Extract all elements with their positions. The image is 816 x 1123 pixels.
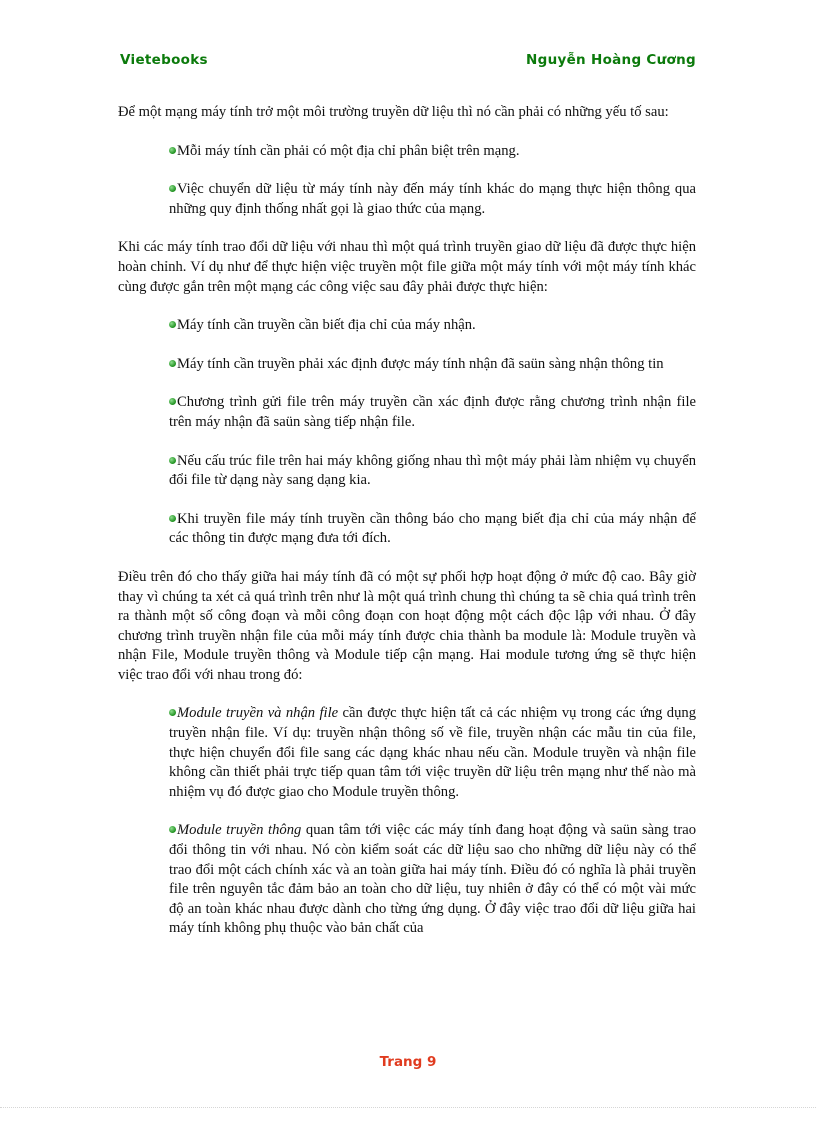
bullet-text: Máy tính cần truyền cần biết địa chỉ của máy nhận. bbox=[177, 317, 476, 334]
green-dot-bullet-icon bbox=[169, 147, 176, 154]
green-dot-bullet-icon bbox=[169, 515, 176, 522]
green-dot-bullet-icon bbox=[169, 321, 176, 328]
bullet-item bbox=[169, 355, 696, 375]
bullet-text: Chương trình gửi file trên máy truyền cần xác định được rằng chương trình nhận file trên máy nhận đã saün sàng tiếp nhận file. bbox=[169, 394, 696, 430]
header-author: Nguyễn Hoàng Cương bbox=[526, 52, 696, 68]
bullet-item bbox=[169, 452, 696, 491]
bullet-item bbox=[169, 393, 696, 432]
bullet-text: quan tâm tới việc các máy tính đang hoạt động và saün sàng trao đổi thông tin với nhau. Nó còn kiểm soát các dữ liệu sao cho những dữ liệu này có thể trao đổi một cách chính xác và an toàn giữa hai máy tính. Điều đó có nghĩa là phải truyền file trên nguyên tắc đảm bảo an toàn cho dữ liệu, tuy nhiên ở đây có thể có một vài mức độ an toàn khác nhau được dành cho từng ứng dụng. Ở đây việc trao đổi dữ liệu giữa hai máy tính không phụ thuộc vào bản chất của bbox=[169, 822, 696, 937]
paragraph-file-transfer: Khi các máy tính trao đổi dữ liệu với nhau thì một quá trình truyền giao dữ liệu đã được thực hiện hoàn chỉnh. Ví dụ như để thực hiện việc truyền một file giữa một máy tính với một máy tính khác cùng được gắn trên một mạng các công việc sau đây phải được thực hiện: bbox=[118, 239, 696, 295]
bullet-term: Module truyền thông bbox=[177, 822, 302, 839]
bullet-text: Khi truyền file máy tính truyền cần thông báo cho mạng biết địa chỉ của máy nhận để các thông tin được mạng đưa tới đích. bbox=[169, 510, 696, 547]
bullet-item bbox=[169, 142, 696, 162]
green-dot-bullet-icon bbox=[169, 398, 176, 405]
green-dot-bullet-icon bbox=[169, 360, 176, 367]
bullet-text: Máy tính cần truyền phải xác định được máy tính nhận đã saün sàng nhận thông tin bbox=[177, 355, 664, 372]
bullet-item bbox=[169, 510, 696, 549]
green-dot-bullet-icon bbox=[169, 457, 176, 464]
bullet-item bbox=[169, 316, 696, 336]
bullet-text: Mỗi máy tính cần phải có một địa chỉ phân biệt trên mạng. bbox=[177, 142, 520, 159]
page-header bbox=[120, 52, 696, 68]
document-body bbox=[118, 103, 696, 958]
paragraph-modules: Điều trên đó cho thấy giữa hai máy tính đã có một sự phối hợp hoạt động ở mức độ cao. Bây giờ thay vì chúng ta xét cả quá trình trên như là một quá trình chung thì chúng ta sẽ chia quá trình trên ra thành một số công đoạn và mỗi công đoạn con hoạt động một cách độc lập với nhau. Ở đây chương trình truyền nhận file của mỗi máy tính được chia thành ba module là: Module truyền và nhận File, Module truyền thông và Module tiếp cận mạng. Hai module tương ứng sẽ thực hiện việc trao đổi với nhau trong đó: bbox=[118, 568, 696, 683]
page-bottom-divider bbox=[0, 1107, 816, 1108]
green-dot-bullet-icon bbox=[169, 709, 176, 716]
green-dot-bullet-icon bbox=[169, 826, 176, 833]
bullet-text: Nếu cấu trúc file trên hai máy không giống nhau thì một máy phải làm nhiệm vụ chuyển đổi file từ dạng này sang dạng kia. bbox=[169, 452, 696, 489]
green-dot-bullet-icon bbox=[169, 185, 176, 192]
header-left-title: Vietebooks bbox=[120, 52, 208, 68]
page-number: Trang 9 bbox=[379, 1054, 437, 1070]
bullet-item bbox=[169, 821, 696, 939]
bullet-text: Việc chuyển dữ liệu từ máy tính này đến máy tính khác do mạng thực hiện thông qua những quy định thống nhất gọi là giao thức của mạng. bbox=[169, 181, 696, 217]
bullet-item bbox=[169, 180, 696, 219]
bullet-term: Module truyền và nhận file bbox=[177, 705, 339, 722]
bullet-text: cần được thực hiện tất cả các nhiệm vụ trong các ứng dụng truyền nhận file. Ví dụ: truyền nhận thông số về file, truyền nhận các mẫu tin của file, thực hiện chuyển đổi file sang các dạng khác nhau nếu cần. Module truyền và nhận file không cần thiết phải trực tiếp quan tâm tới việc truyền dữ liệu trên mạng như thế nào mà nhiệm vụ đó được giao cho Module truyền thông. bbox=[169, 705, 696, 800]
paragraph-intro: Để một mạng máy tính trở một môi trường truyền dữ liệu thì nó cần phải có những yếu tố sau: bbox=[118, 104, 669, 120]
bullet-item bbox=[169, 704, 696, 802]
